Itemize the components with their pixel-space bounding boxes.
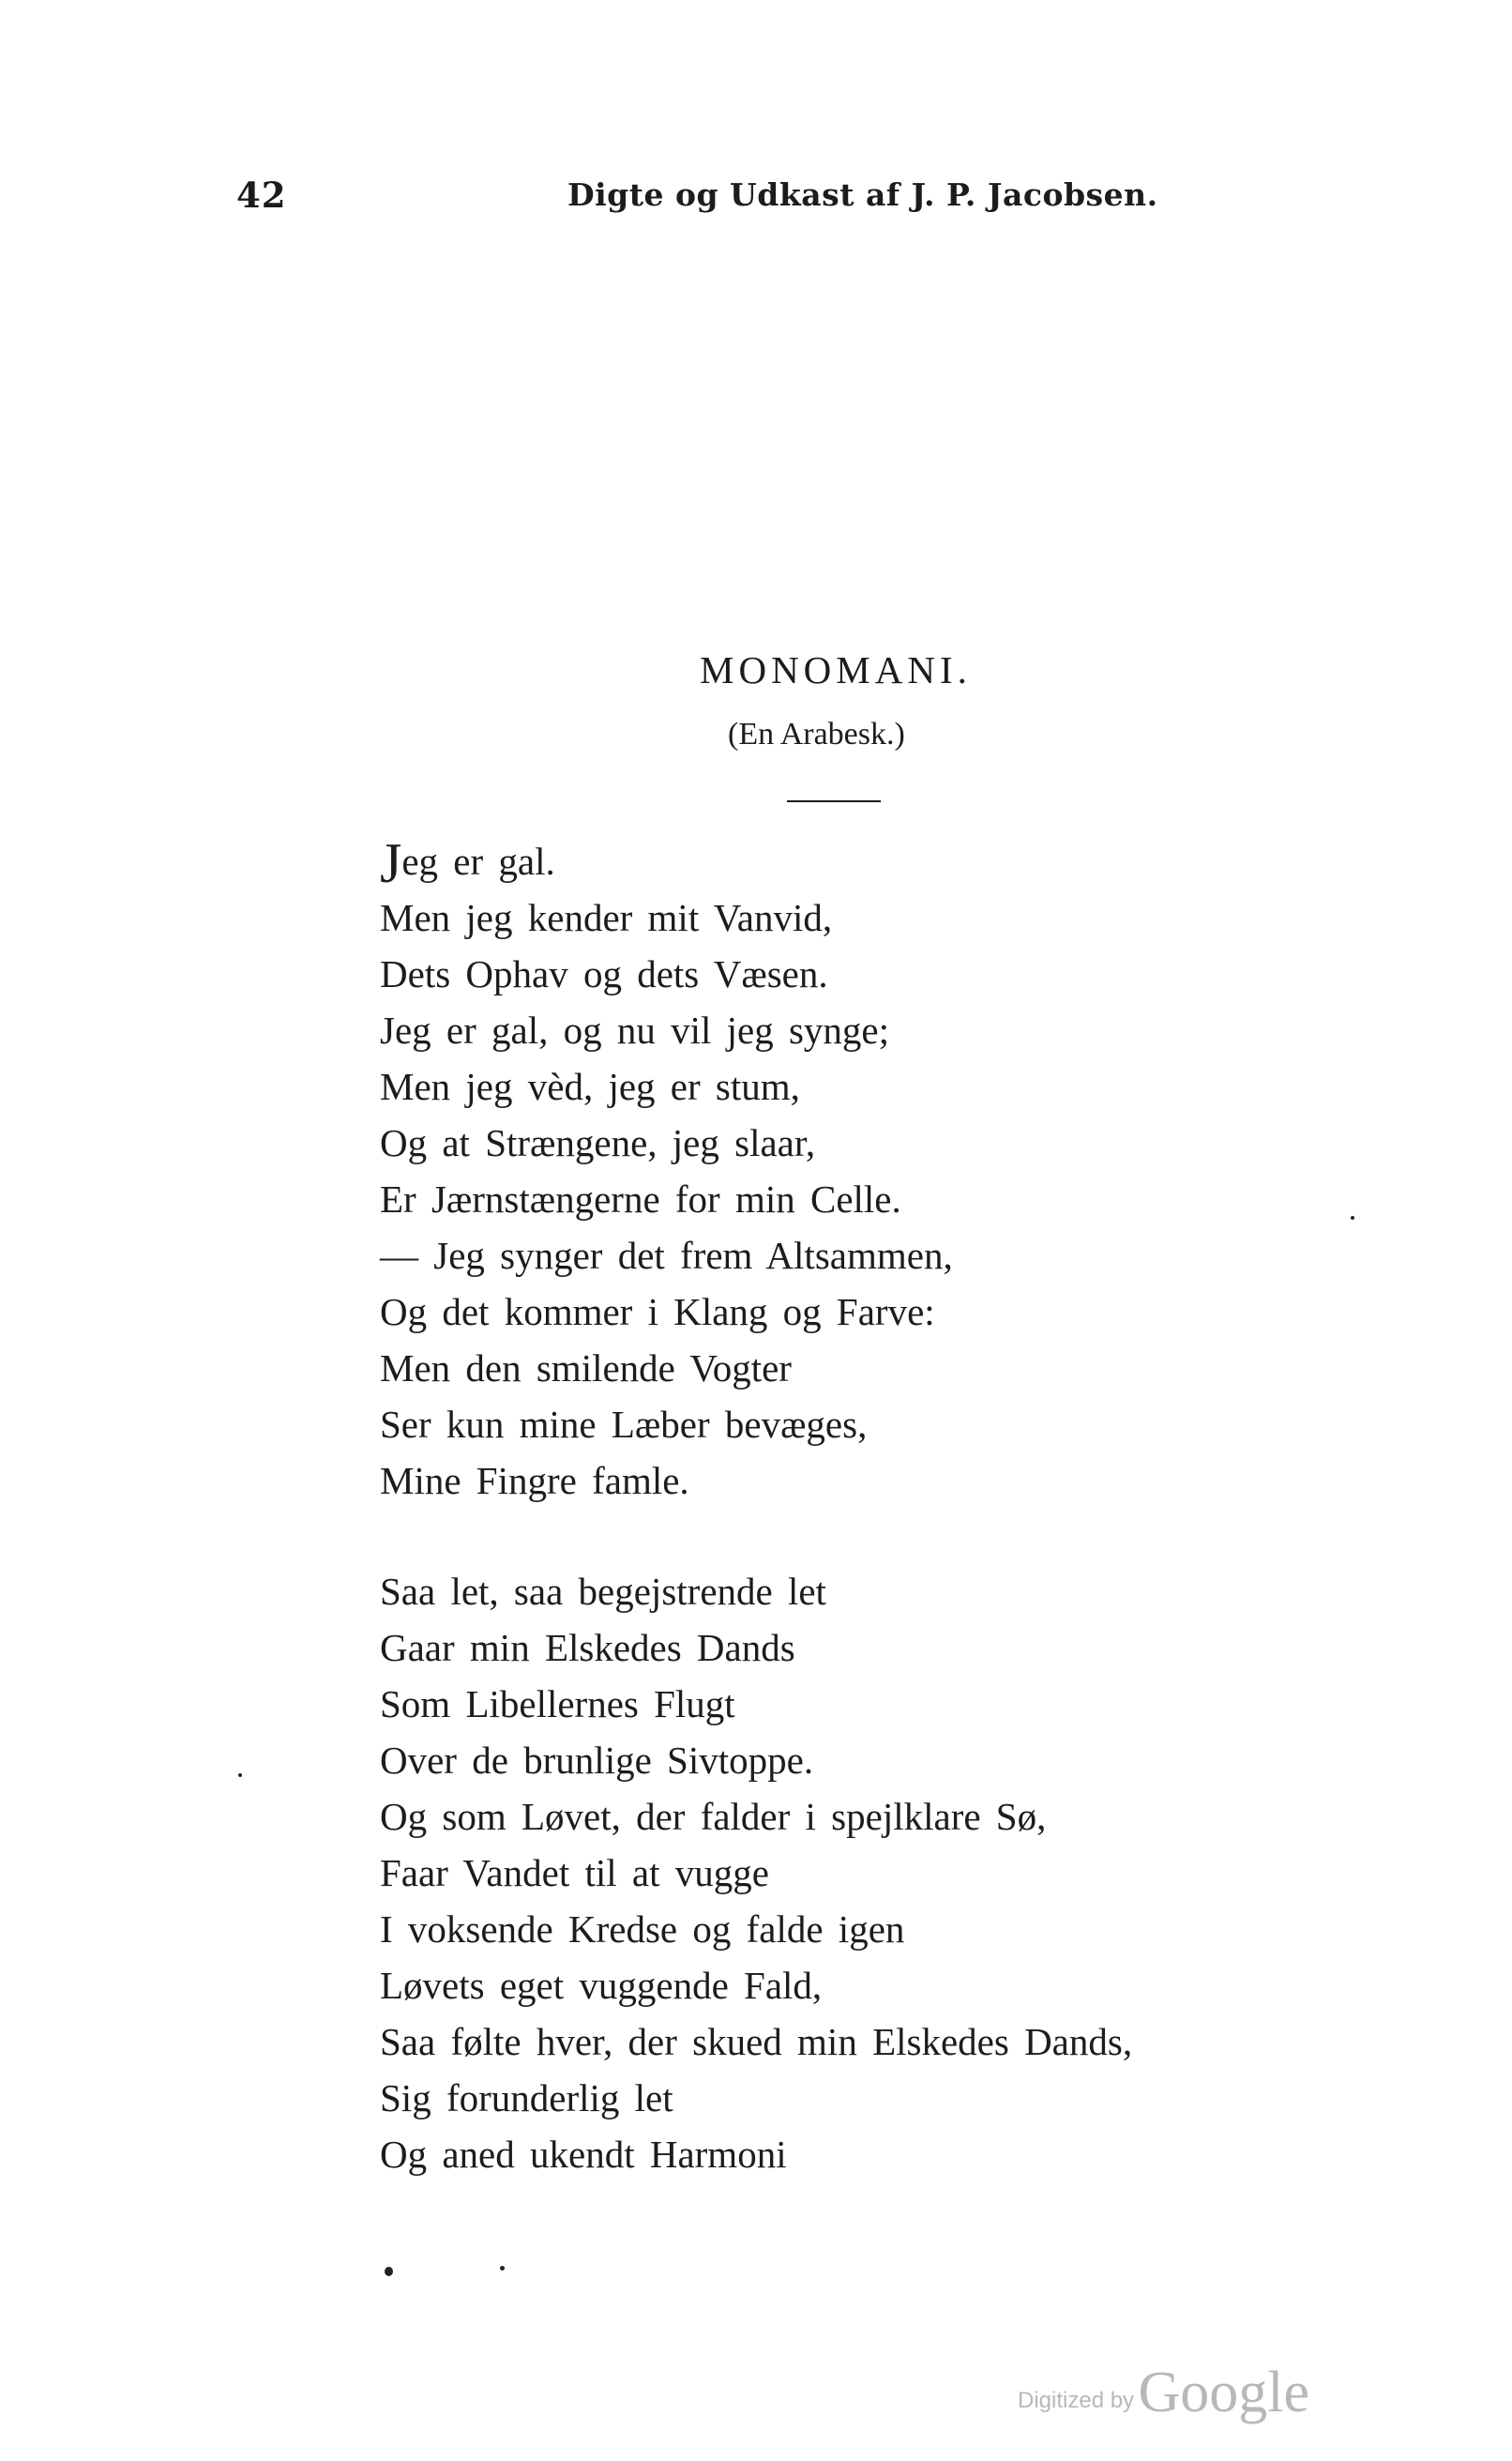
google-logo: Google xyxy=(1138,2361,1310,2424)
ink-speck xyxy=(1351,1216,1354,1220)
poem-line: Dets Ophav og dets Væsen. xyxy=(380,952,828,995)
poem-line: Løvets eget vuggende Fald, xyxy=(380,1964,823,2007)
poem-line: Saa følte hver, der skued min Elskedes Dands, xyxy=(380,2020,1133,2063)
ink-speck xyxy=(385,2267,393,2276)
poem-line: I voksende Kredse og falde igen xyxy=(380,1907,905,1951)
poem-body xyxy=(380,833,1132,2182)
ink-speck xyxy=(238,1773,242,1777)
poem-line: Og at Strængene, jeg slaar, xyxy=(380,1121,816,1164)
digitized-by-google-watermark xyxy=(1018,2360,1309,2426)
page-number: 42 xyxy=(236,175,287,216)
poem-line: Er Jærnstængerne for min Celle. xyxy=(380,1177,901,1221)
poem-line: Gaar min Elskedes Dands xyxy=(380,1626,795,1669)
poem-line: Jeg er gal, og nu vil jeg synge; xyxy=(380,1009,890,1052)
poem-line: Og det kommer i Klang og Farve: xyxy=(380,1290,935,1333)
poem-line: Men jeg vèd, jeg er stum, xyxy=(380,1065,800,1108)
poem-line: Saa let, saa begejstrende let xyxy=(380,1570,826,1613)
drop-cap: J xyxy=(380,832,402,894)
poem-line: Men den smilende Vogter xyxy=(380,1346,792,1390)
stanza-2 xyxy=(380,1563,1132,2182)
poem-line: Og som Løvet, der falder i spejlklare Sø, xyxy=(380,1795,1047,1838)
stanza-gap xyxy=(380,1509,1132,1563)
first-line-text: eg er gal. xyxy=(401,840,555,883)
poem-line: — Jeg synger det frem Altsammen, xyxy=(380,1234,953,1277)
poem-line: Ser kun mine Læber bevæges, xyxy=(380,1403,868,1446)
poem-line: Faar Vandet til at vugge xyxy=(380,1851,769,1894)
poem-subtitle: (En Arabesk.) xyxy=(728,717,905,752)
poem-title: MONOMANI. xyxy=(700,648,972,691)
stanza-1 xyxy=(380,833,1132,1509)
poem-line: Som Libellernes Flugt xyxy=(380,1682,735,1725)
ink-speck xyxy=(500,2266,505,2271)
poem-line: Og aned ukendt Harmoni xyxy=(380,2133,787,2176)
poem-line xyxy=(380,832,1132,894)
watermark-prefix: Digitized by xyxy=(1018,2388,1135,2413)
poem-line: Men jeg kender mit Vanvid, xyxy=(380,896,833,939)
poem-line: Over de brunlige Sivtoppe. xyxy=(380,1739,814,1782)
title-divider xyxy=(787,800,881,802)
running-head: Digte og Udkast af J. P. Jacobsen. xyxy=(567,176,1158,213)
poem-line: Sig forunderlig let xyxy=(380,2076,673,2119)
poem-line: Mine Fingre famle. xyxy=(380,1459,689,1502)
